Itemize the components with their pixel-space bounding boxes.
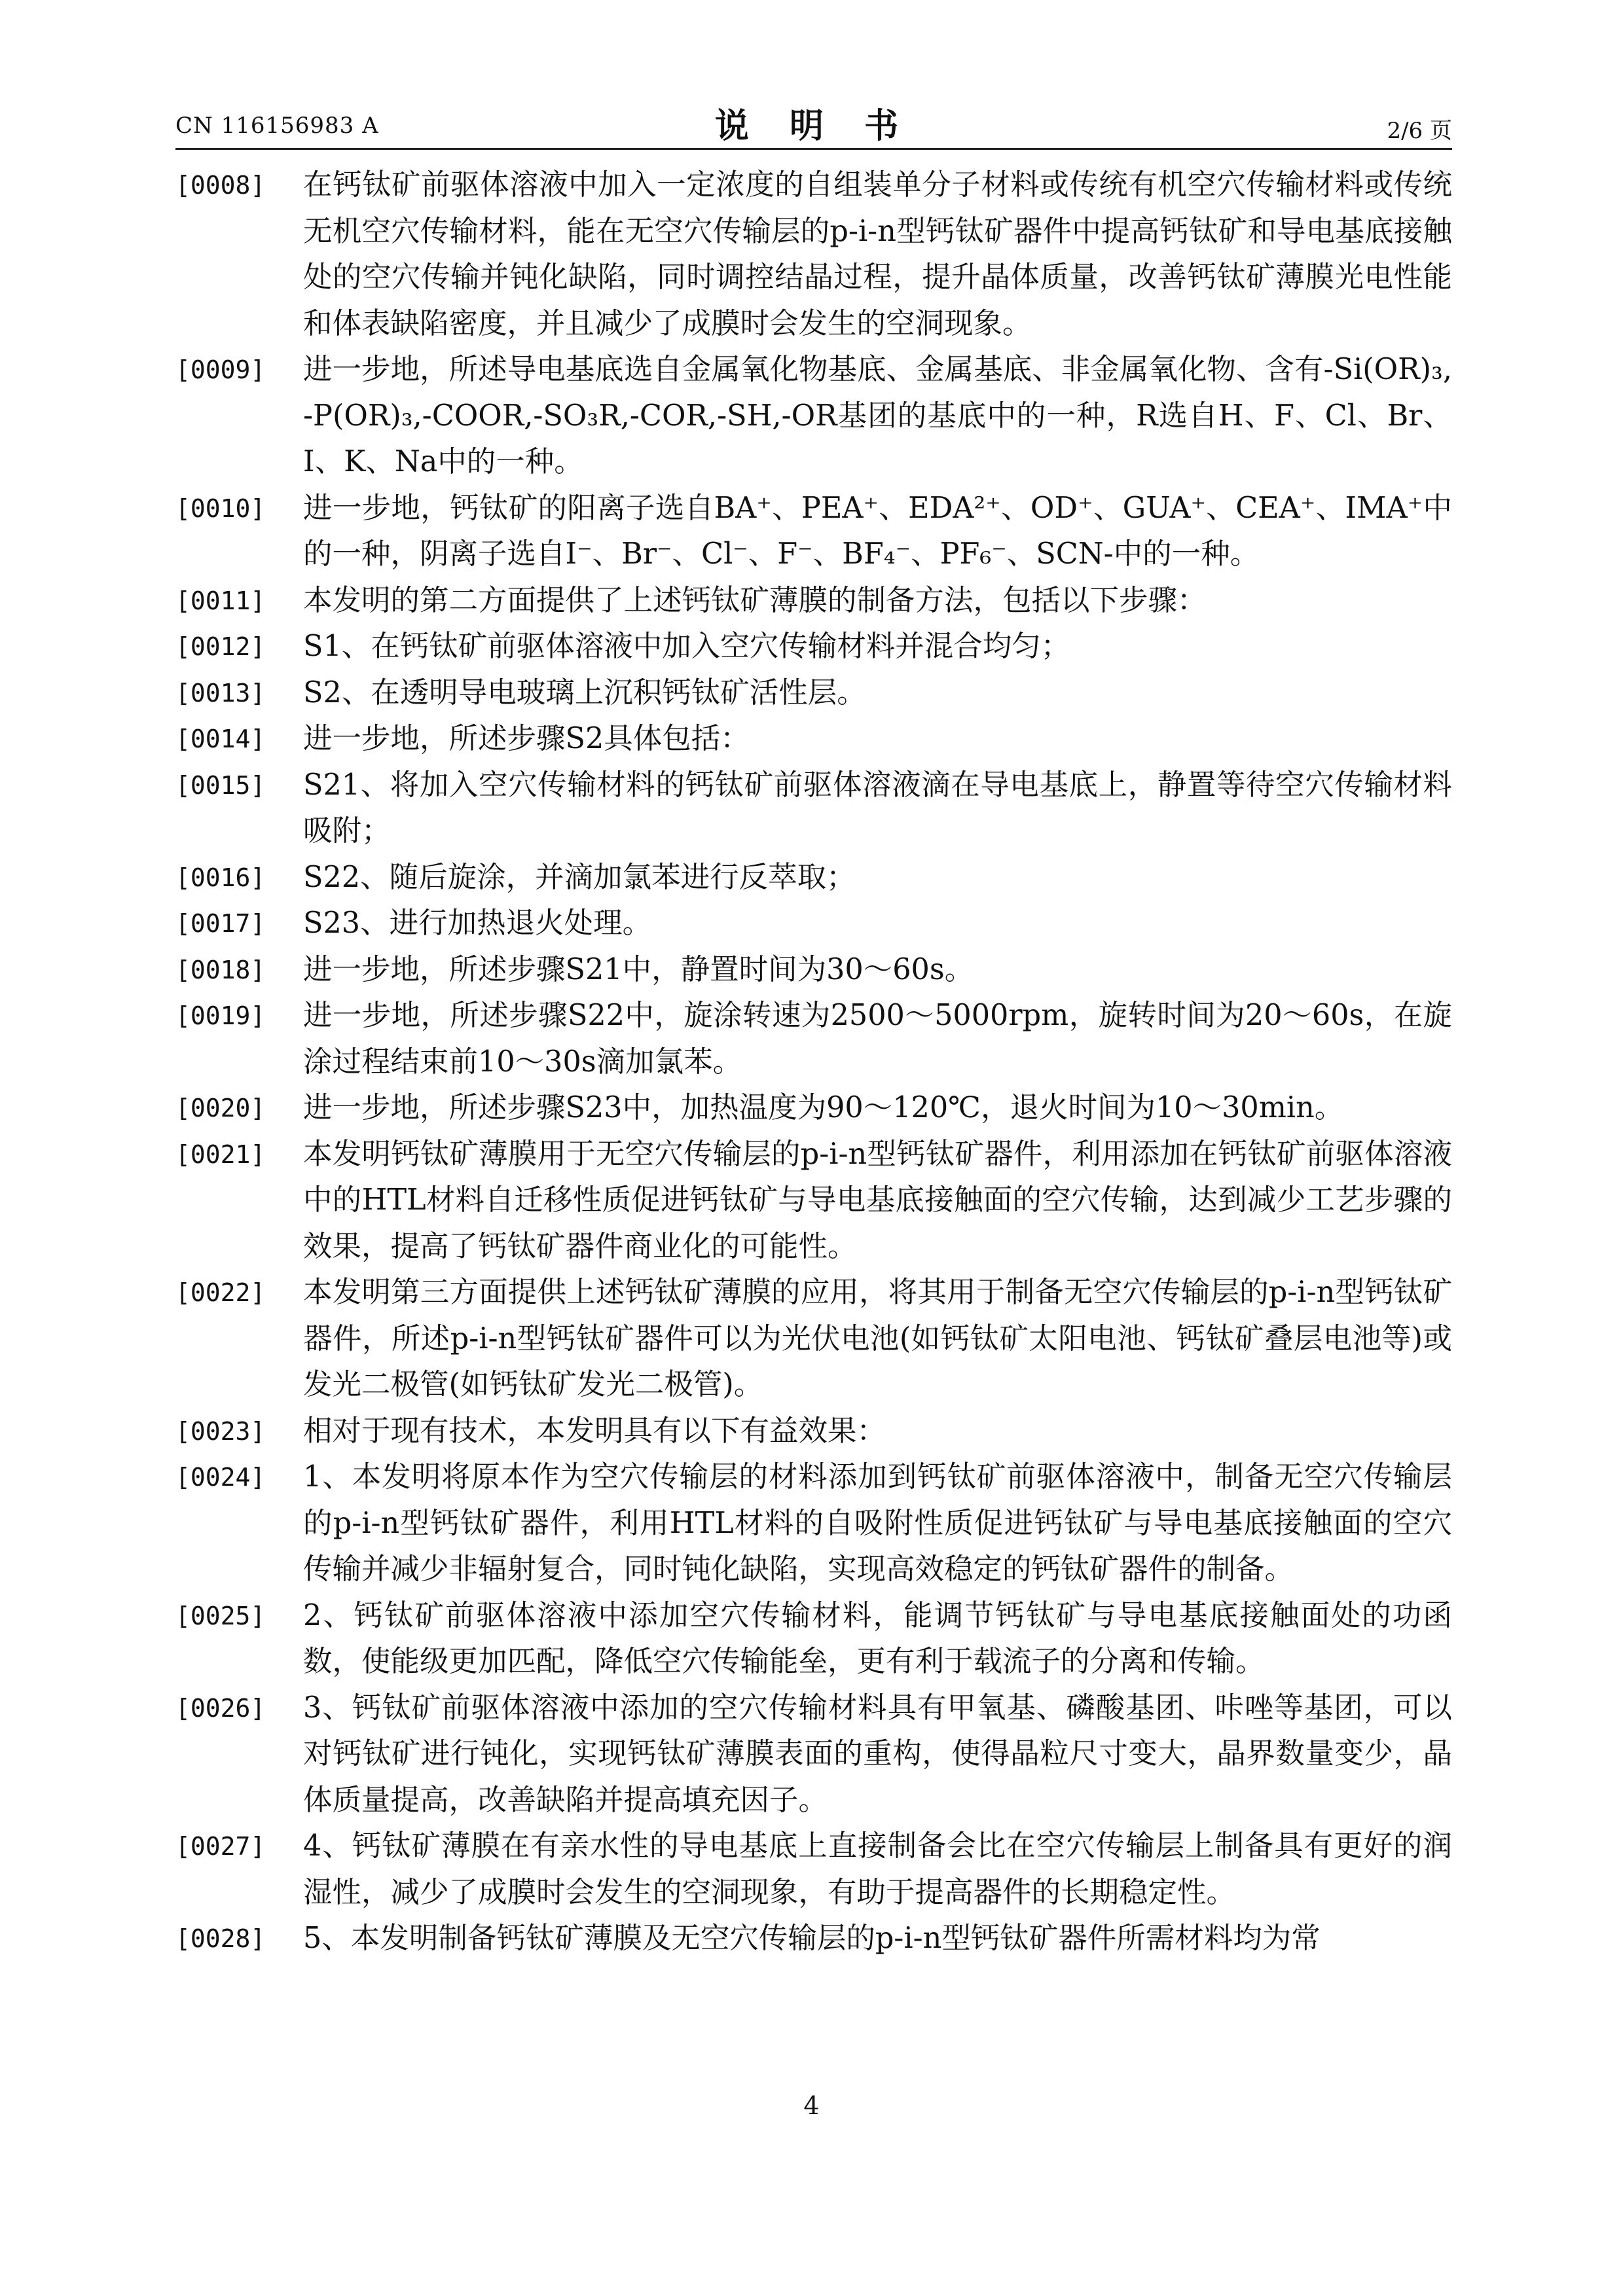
paragraph-0021 [175, 1132, 1452, 1270]
page-number: 4 [803, 2091, 820, 2120]
paragraph-number: [0021] [175, 1139, 266, 1169]
paragraph-text: 进一步地，所述步骤S21中，静置时间为30～60s。 [303, 952, 974, 986]
paragraph-number: [0025] [175, 1601, 266, 1630]
paragraph-text: 进一步地，所述步骤S2具体包括： [303, 722, 750, 755]
paragraph-0027 [175, 1823, 1452, 1916]
page-header [175, 98, 1452, 151]
paragraph-number: [0011] [175, 586, 266, 615]
paragraph-text: S22、随后旋涂，并滴加氯苯进行反萃取； [303, 860, 856, 894]
paragraph-0016 [175, 855, 1452, 901]
paragraph-number: [0012] [175, 632, 266, 661]
paragraph-0020 [175, 1085, 1452, 1132]
paragraph-0015 [175, 762, 1452, 855]
paragraph-number: [0027] [175, 1832, 266, 1861]
paragraph-text: 进一步地，钙钛矿的阳离子选自BA⁺、PEA⁺、EDA²⁺、OD⁺、GUA⁺、CEA⁺、IMA⁺中的一种，阴离子选自I⁻、Br⁻、Cl⁻、F⁻、BF₄⁻、PF₆⁻、SCN-中的一种。 [303, 491, 1452, 571]
paragraph-text: 5、本发明制备钙钛矿薄膜及无空穴传输层的p-i-n型钙钛矿器件所需材料均为常 [303, 1922, 1321, 1955]
paragraph-0026 [175, 1685, 1452, 1824]
paragraph-0023 [175, 1408, 1452, 1455]
paragraph-text: S1、在钙钛矿前驱体溶液中加入空穴传输材料并混合均匀； [303, 630, 1070, 663]
paragraph-0025 [175, 1593, 1452, 1685]
publication-number: CN 116156983 A [175, 113, 379, 139]
paragraph-text: 进一步地，所述步骤S22中，旋涂转速为2500～5000rpm，旋转时间为20～60s，在旋涂过程结束前10～30s滴加氯苯。 [303, 999, 1452, 1079]
paragraph-text: 本发明第三方面提供上述钙钛矿薄膜的应用，将其用于制备无空穴传输层的p-i-n型钙钛矿器件，所述p-i-n型钙钛矿器件可以为光伏电池(如钙钛矿太阳电池、钙钛矿叠层电池等)或发光二极管(如钙钛矿发光二极管)。 [303, 1276, 1452, 1401]
paragraph-number: [0014] [175, 725, 266, 753]
paragraph-text: 1、本发明将原本作为空穴传输层的材料添加到钙钛矿前驱体溶液中，制备无空穴传输层的p-i-n型钙钛矿器件，利用HTL材料的自吸附性质促进钙钛矿与导电基底接触面的空穴传输并减少非辐射复合，同时钝化缺陷，实现高效稳定的钙钛矿器件的制备。 [303, 1460, 1452, 1586]
paragraph-0010 [175, 486, 1452, 578]
paragraph-0012 [175, 624, 1452, 670]
document-body [175, 162, 1452, 1962]
paragraph-0008 [175, 162, 1452, 347]
paragraph-number: [0016] [175, 863, 266, 892]
paragraph-number: [0018] [175, 955, 266, 984]
paragraph-number: [0017] [175, 909, 266, 938]
paragraph-number: [0023] [175, 1416, 266, 1446]
paragraph-number: [0010] [175, 493, 266, 523]
paragraph-0013 [175, 670, 1452, 717]
paragraph-text: 进一步地，所述步骤S23中，加热温度为90～120℃，退火时间为10～30min。 [303, 1091, 1344, 1124]
paragraph-text: 3、钙钛矿前驱体溶液中添加的空穴传输材料具有甲氧基、磷酸基团、咔唑等基团，可以对钙钛矿进行钝化，实现钙钛矿薄膜表面的重构，使得晶粒尺寸变大，晶界数量变少，晶体质量提高，改善缺陷并提高填充因子。 [303, 1691, 1452, 1817]
paragraph-text: 本发明钙钛矿薄膜用于无空穴传输层的p-i-n型钙钛矿器件，利用添加在钙钛矿前驱体溶液中的HTL材料自迁移性质促进钙钛矿与导电基底接触面的空穴传输，达到减少工艺步骤的效果，提高了钙钛矿器件商业化的可能性。 [303, 1137, 1452, 1263]
header-divider [175, 148, 1452, 150]
paragraph-0019 [175, 993, 1452, 1085]
paragraph-number: [0020] [175, 1094, 266, 1122]
paragraph-0024 [175, 1454, 1452, 1593]
paragraph-number: [0013] [175, 678, 266, 708]
paragraph-text: S2、在透明导电玻璃上沉积钙钛矿活性层。 [303, 675, 866, 709]
paragraph-0018 [175, 947, 1452, 994]
paragraph-text: 本发明的第二方面提供了上述钙钛矿薄膜的制备方法，包括以下步骤： [303, 583, 1207, 617]
paragraph-number: [0008] [175, 171, 266, 200]
paragraph-number: [0022] [175, 1278, 266, 1307]
page-indicator: 2/6 页 [1387, 118, 1452, 144]
document-title: 说 明 书 [714, 106, 913, 146]
paragraph-0022 [175, 1270, 1452, 1408]
paragraph-text: S23、进行加热退火处理。 [303, 906, 652, 940]
paragraph-number: [0028] [175, 1924, 266, 1953]
paragraph-0009 [175, 347, 1452, 486]
paragraph-text: 进一步地，所述导电基底选自金属氧化物基底、金属基底、非金属氧化物、含有-Si(OR)₃,-P(OR)₃,-COOR,-SO₃R,-COR,-SH,-OR基团的基底中的一种，R选自H、F、Cl、Br、I、K、Na中的一种。 [303, 353, 1452, 478]
paragraph-text: S21、将加入空穴传输材料的钙钛矿前驱体溶液滴在导电基底上，静置等待空穴传输材料吸附； [303, 768, 1452, 848]
paragraph-text: 在钙钛矿前驱体溶液中加入一定浓度的自组装单分子材料或传统有机空穴传输材料或传统无机空穴传输材料，能在无空穴传输层的p-i-n型钙钛矿器件中提高钙钛矿和导电基底接触处的空穴传输并钝化缺陷，同时调控结晶过程，提升晶体质量，改善钙钛矿薄膜光电性能和体表缺陷密度，并且减少了成膜时会发生的空洞现象。 [303, 168, 1452, 340]
paragraph-number: [0019] [175, 1001, 266, 1030]
paragraph-text: 4、钙钛矿薄膜在有亲水性的导电基底上直接制备会比在空穴传输层上制备具有更好的润湿性，减少了成膜时会发生的空洞现象，有助于提高器件的长期稳定性。 [303, 1829, 1452, 1909]
paragraph-text: 相对于现有技术，本发明具有以下有益效果： [303, 1414, 886, 1448]
paragraph-0028 [175, 1916, 1452, 1962]
paragraph-number: [0009] [175, 355, 266, 384]
paragraph-0014 [175, 716, 1452, 762]
paragraph-0017 [175, 901, 1452, 947]
paragraph-number: [0015] [175, 770, 266, 800]
paragraph-number: [0024] [175, 1463, 266, 1492]
paragraph-0011 [175, 578, 1452, 624]
paragraph-number: [0026] [175, 1693, 266, 1723]
paragraph-text: 2、钙钛矿前驱体溶液中添加空穴传输材料，能调节钙钛矿与导电基底接触面处的功函数，使能级更加匹配，降低空穴传输能垒，更有利于载流子的分离和传输。 [303, 1598, 1452, 1678]
